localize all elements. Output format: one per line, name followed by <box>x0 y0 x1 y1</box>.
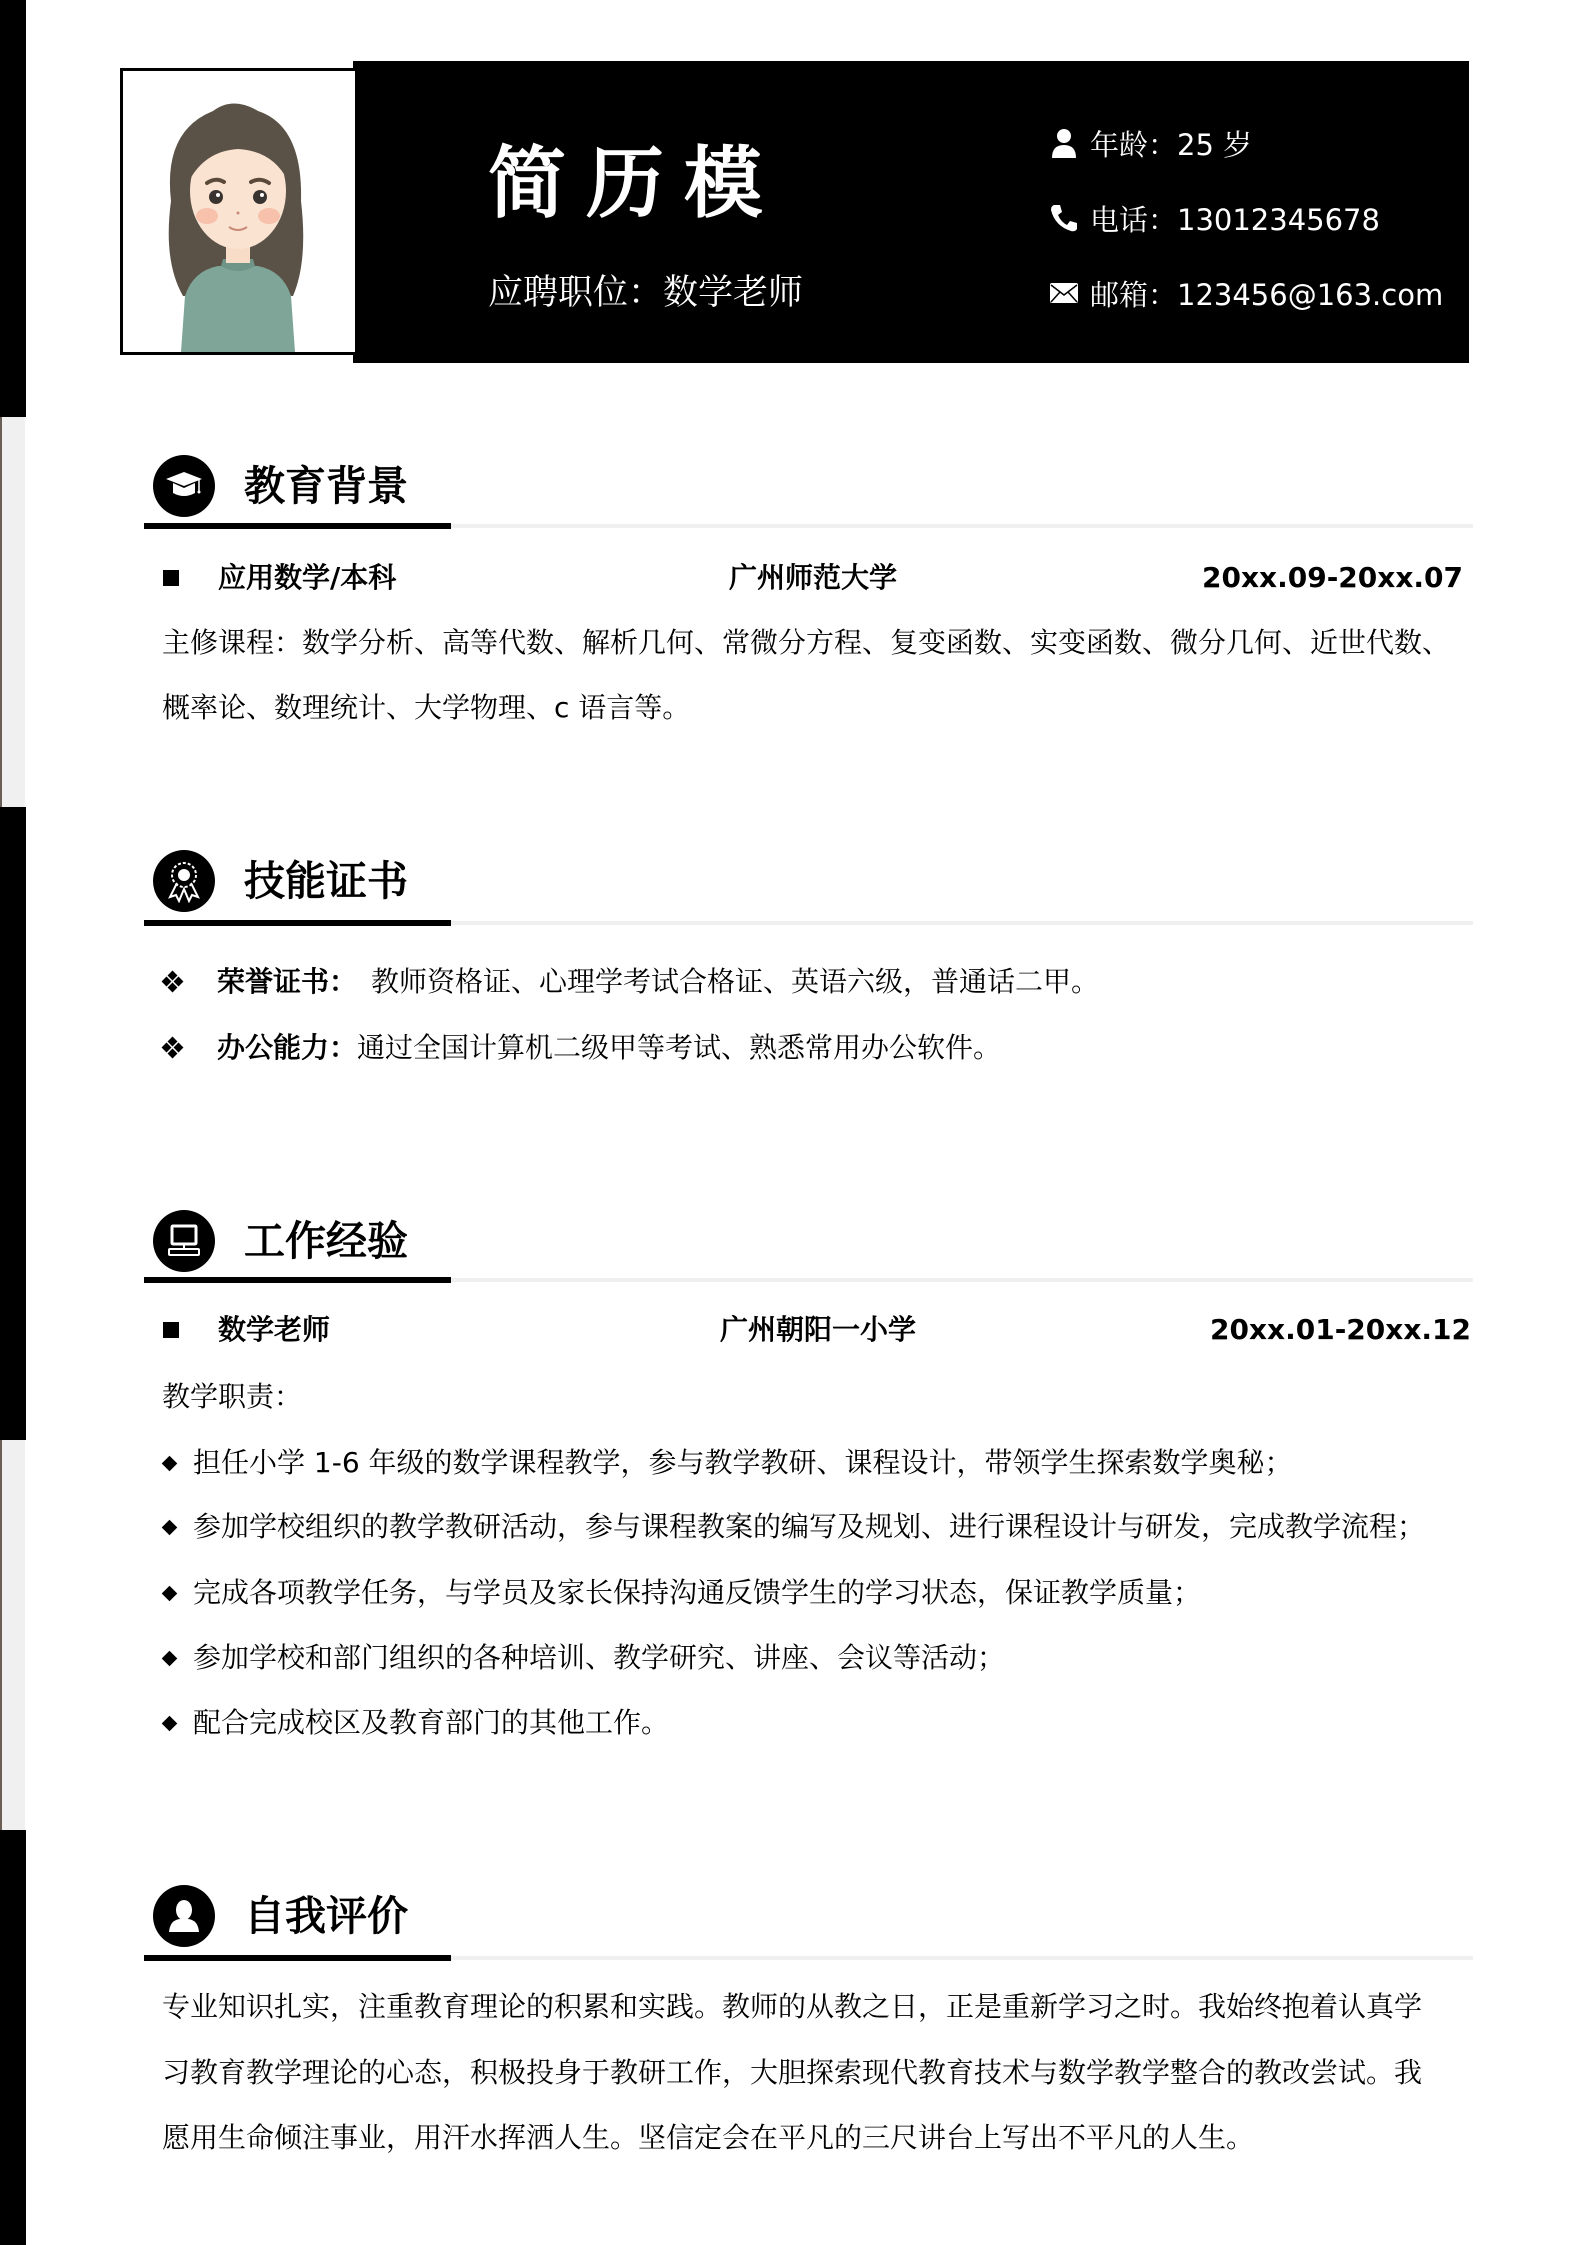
diamond-bullet-icon <box>162 1650 178 1666</box>
skill-value: 通过全国计算机二级甲等考试、熟悉常用办公软件。 <box>357 1031 1002 1064</box>
duty-item: 参加学校和部门组织的各种培训、教学研究、讲座、会议等活动； <box>162 1638 1005 1678</box>
contact-phone <box>1048 198 1380 238</box>
section-title-skills: 技能证书 <box>244 857 408 905</box>
person-icon <box>1048 127 1080 159</box>
diamond-bullet-icon <box>162 1585 178 1601</box>
award-ribbon-icon <box>153 850 215 912</box>
applied-position: 应聘职位：数学老师 <box>488 273 804 313</box>
self-eval-line: 习教育教学理论的心态，积极投身于教研工作，大胆探索现代教育技术与数学教学整合的教改尝试。我 <box>162 2056 1423 2089</box>
duty-item: 完成各项教学任务，与学员及家长保持沟通反馈学生的学习状态，保证教学质量； <box>162 1573 1201 1613</box>
computer-icon <box>153 1210 215 1272</box>
header-banner <box>353 61 1469 363</box>
diamond-bullet-icon <box>162 1519 178 1535</box>
left-strip-gray <box>0 1440 25 1830</box>
section-rule-gray <box>451 524 1473 528</box>
work-school: 广州朝阳一小学 <box>720 1313 917 1346</box>
left-strip-gray <box>0 417 25 807</box>
profile-photo <box>120 68 358 355</box>
square-bullet-icon <box>163 558 179 598</box>
section-rule-gray <box>451 1278 1473 1282</box>
skill-item-office <box>217 1028 1001 1068</box>
mail-icon <box>1048 277 1080 309</box>
section-rule <box>144 523 451 529</box>
duty-item: 参加学校组织的教学教研活动，参与课程教案的编写及规划、进行课程设计与研发，完成教学流程； <box>162 1507 1425 1547</box>
section-rule-gray <box>451 1956 1473 1960</box>
skills-bullet-icon <box>163 1028 183 1068</box>
work-role: 数学老师 <box>218 1313 331 1346</box>
contact-phone-text: 电话：13012345678 <box>1090 202 1380 237</box>
user-silhouette-icon <box>153 1885 215 1947</box>
skill-item-honors <box>217 962 1099 1002</box>
skill-label: 荣誉证书： <box>217 965 358 998</box>
duty-item: 担任小学 1-6 年级的数学课程教学，参与教学教研、课程设计，带领学生探索数学奥秘； <box>162 1443 1293 1483</box>
contact-age-text: 年龄：25 岁 <box>1090 127 1253 162</box>
self-eval-line: 专业知识扎实，注重教育理论的积累和实践。教师的从教之日，正是重新学习之时。我始终抱着认真学 <box>162 1990 1423 2023</box>
left-strip-black <box>0 1830 26 2245</box>
courses-line: 主修课程：数学分析、高等代数、解析几何、常微分方程、复变函数、实变函数、微分几何、近世代数、 <box>162 626 1451 659</box>
skill-label: 办公能力： <box>217 1031 358 1064</box>
education-school: 广州师范大学 <box>729 561 898 594</box>
duties-label: 教学职责： <box>162 1380 303 1413</box>
resume-name: 简历模 <box>488 139 783 229</box>
contact-email <box>1048 273 1443 313</box>
diamond-bullet-icon <box>162 1455 178 1471</box>
phone-icon <box>1048 202 1080 234</box>
section-rule <box>144 920 451 926</box>
section-title-self-eval: 自我评价 <box>244 1892 408 1940</box>
section-rule <box>144 1955 451 1961</box>
contact-email-text: 邮箱：123456@163.com <box>1090 277 1444 312</box>
section-rule <box>144 1277 451 1283</box>
diamond-bullet-icon <box>162 1715 178 1731</box>
contact-age <box>1048 123 1252 163</box>
courses-line: 概率论、数理统计、大学物理、c 语言等。 <box>162 691 691 724</box>
square-bullet-icon <box>163 1310 179 1350</box>
work-period: 20xx.01-20xx.12 <box>1210 1313 1471 1346</box>
graduation-cap-icon <box>153 455 215 517</box>
section-rule-gray <box>451 921 1473 925</box>
duty-item: 配合完成校区及教育部门的其他工作。 <box>162 1703 669 1743</box>
section-title-work: 工作经验 <box>244 1217 408 1265</box>
education-major: 应用数学/本科 <box>218 561 397 594</box>
left-strip-black <box>0 0 26 417</box>
left-strip-black <box>0 807 26 1440</box>
skill-value: 教师资格证、心理学考试合格证、英语六级，普通话二甲。 <box>371 965 1100 998</box>
section-title-education: 教育背景 <box>244 462 408 510</box>
skills-bullet-icon <box>163 962 183 1002</box>
self-eval-line: 愿用生命倾注事业，用汗水挥洒人生。坚信定会在平凡的三尺讲台上写出不平凡的人生。 <box>162 2121 1255 2154</box>
avatar-illustration <box>123 71 355 352</box>
education-period: 20xx.09-20xx.07 <box>1202 561 1463 594</box>
